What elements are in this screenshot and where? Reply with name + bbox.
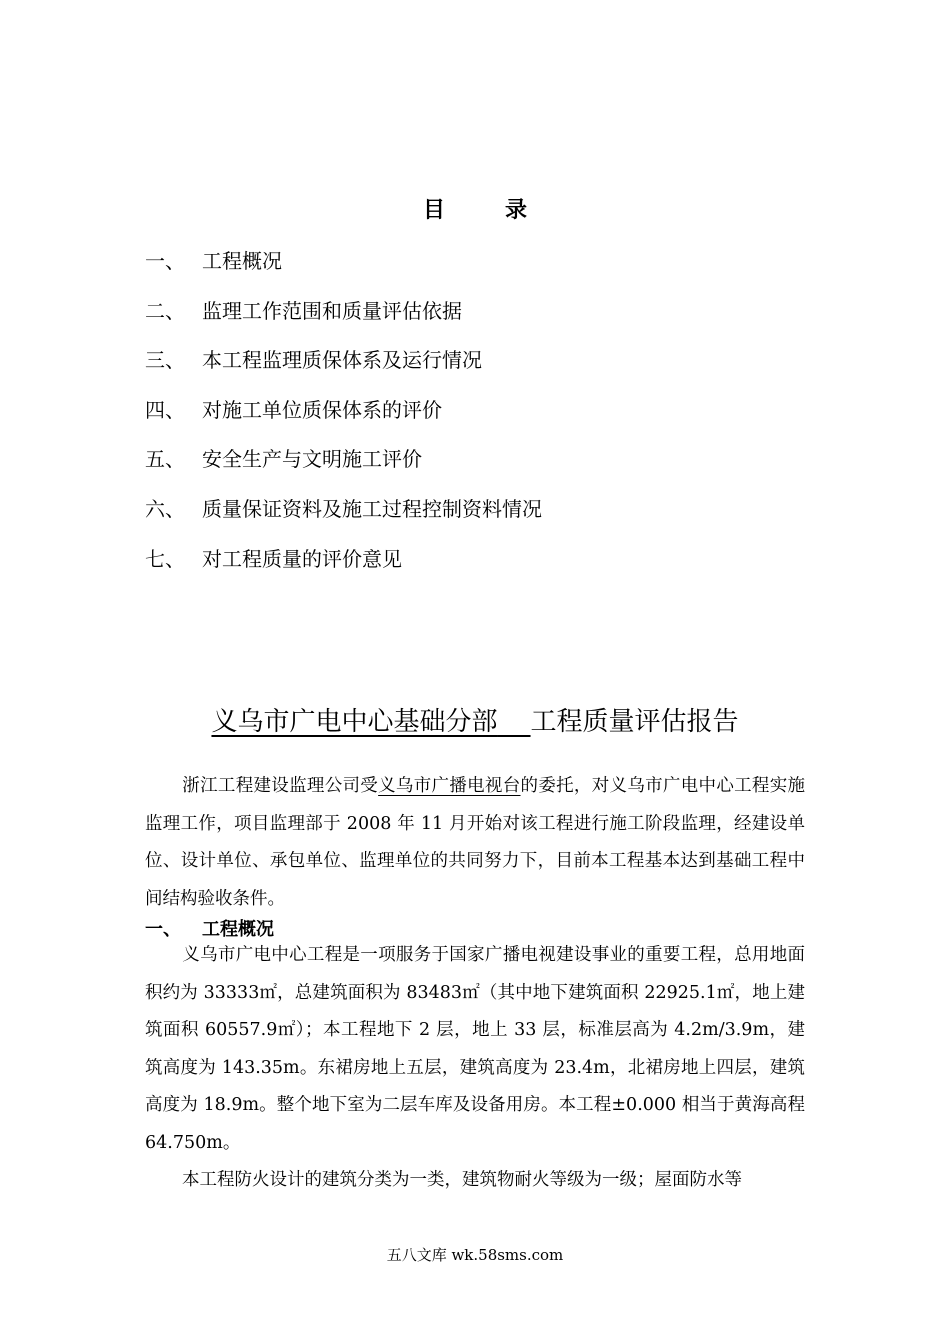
toc-item-number: 六、 [145, 496, 185, 521]
toc-list [145, 246, 542, 593]
section-title: 工程概况 [202, 919, 274, 940]
toc-item-label: 本工程监理质保体系及运行情况 [202, 348, 482, 373]
toc-item-number: 一、 [145, 249, 185, 273]
toc-item-label: 对施工单位质保体系的评价 [202, 397, 442, 422]
toc-title [0, 196, 950, 226]
toc-item[interactable] [145, 494, 542, 544]
toc-item-label: 质量保证资料及施工过程控制资料情况 [202, 496, 542, 521]
toc-item[interactable] [145, 395, 542, 445]
toc-item-label: 工程概况 [202, 249, 282, 273]
toc-item-number: 七、 [145, 546, 185, 571]
toc-item[interactable] [145, 544, 542, 594]
overview-text: 义乌市广电中心工程是一项服务于国家广播电视建设事业的重要工程，总用地面积约为 33333㎡，总建筑面积为 83483㎡（其中地下建筑面积 22925.1㎡，地上建筑面积 60557.9㎡）；本工程地下 2 层，地上 33 层，标准层高为 4.2m/3.9m，建筑高度为 143.35m。东裙房地上五层，建筑高度为 23.4m，北裙房地上四层，建筑高度为 18.9m。整个地下室为二层车库及设备用房。本工程±0.000 相当于黄海高程 64.750m。 [145, 945, 805, 1153]
intro-client: 义乌市广播电视台 [378, 776, 521, 796]
toc-item-number: 二、 [145, 298, 185, 323]
overview-paragraph [145, 937, 805, 1162]
toc-item-number: 三、 [145, 348, 185, 373]
fire-rating-text: 本工程防火设计的建筑分类为一类，建筑物耐火等级为一级；屋面防水等 [182, 1170, 742, 1190]
section-number: 一、 [145, 919, 181, 940]
report-title [0, 704, 950, 740]
footer-watermark: 五八文库 wk.58sms.com [386, 1246, 564, 1264]
toc-item[interactable] [145, 296, 542, 346]
toc-title-left: 目 [422, 198, 445, 223]
toc-item[interactable] [145, 444, 542, 494]
intro-before: 浙江工程建设监理公司受 [182, 776, 379, 796]
fire-rating-paragraph [145, 1162, 805, 1200]
toc-title-right: 录 [505, 198, 528, 223]
toc-item[interactable] [145, 246, 542, 296]
toc-item[interactable] [145, 345, 542, 395]
toc-item-number: 四、 [145, 397, 185, 422]
report-title-rest: 工程质量评估报告 [530, 707, 739, 737]
toc-item-label: 安全生产与文明施工评价 [202, 447, 422, 472]
report-title-project: 义乌市广电中心基础分部 [211, 707, 498, 737]
toc-item-label: 对工程质量的评价意见 [202, 546, 402, 571]
intro-paragraph [145, 768, 805, 918]
toc-item-label: 监理工作范围和质量评估依据 [202, 298, 462, 323]
report-title-blank [497, 707, 530, 737]
toc-item-number: 五、 [145, 447, 185, 472]
intro-after: 的委托，对义乌市广电中心工程实施监理工作，项目监理部于 2008 年 11 月开始对该工程进行施工阶段监理，经建设单位、设计单位、承包单位、监理单位的共同努力下，目前本工程基本达到基础工程中间结构验收条件。 [145, 776, 806, 909]
